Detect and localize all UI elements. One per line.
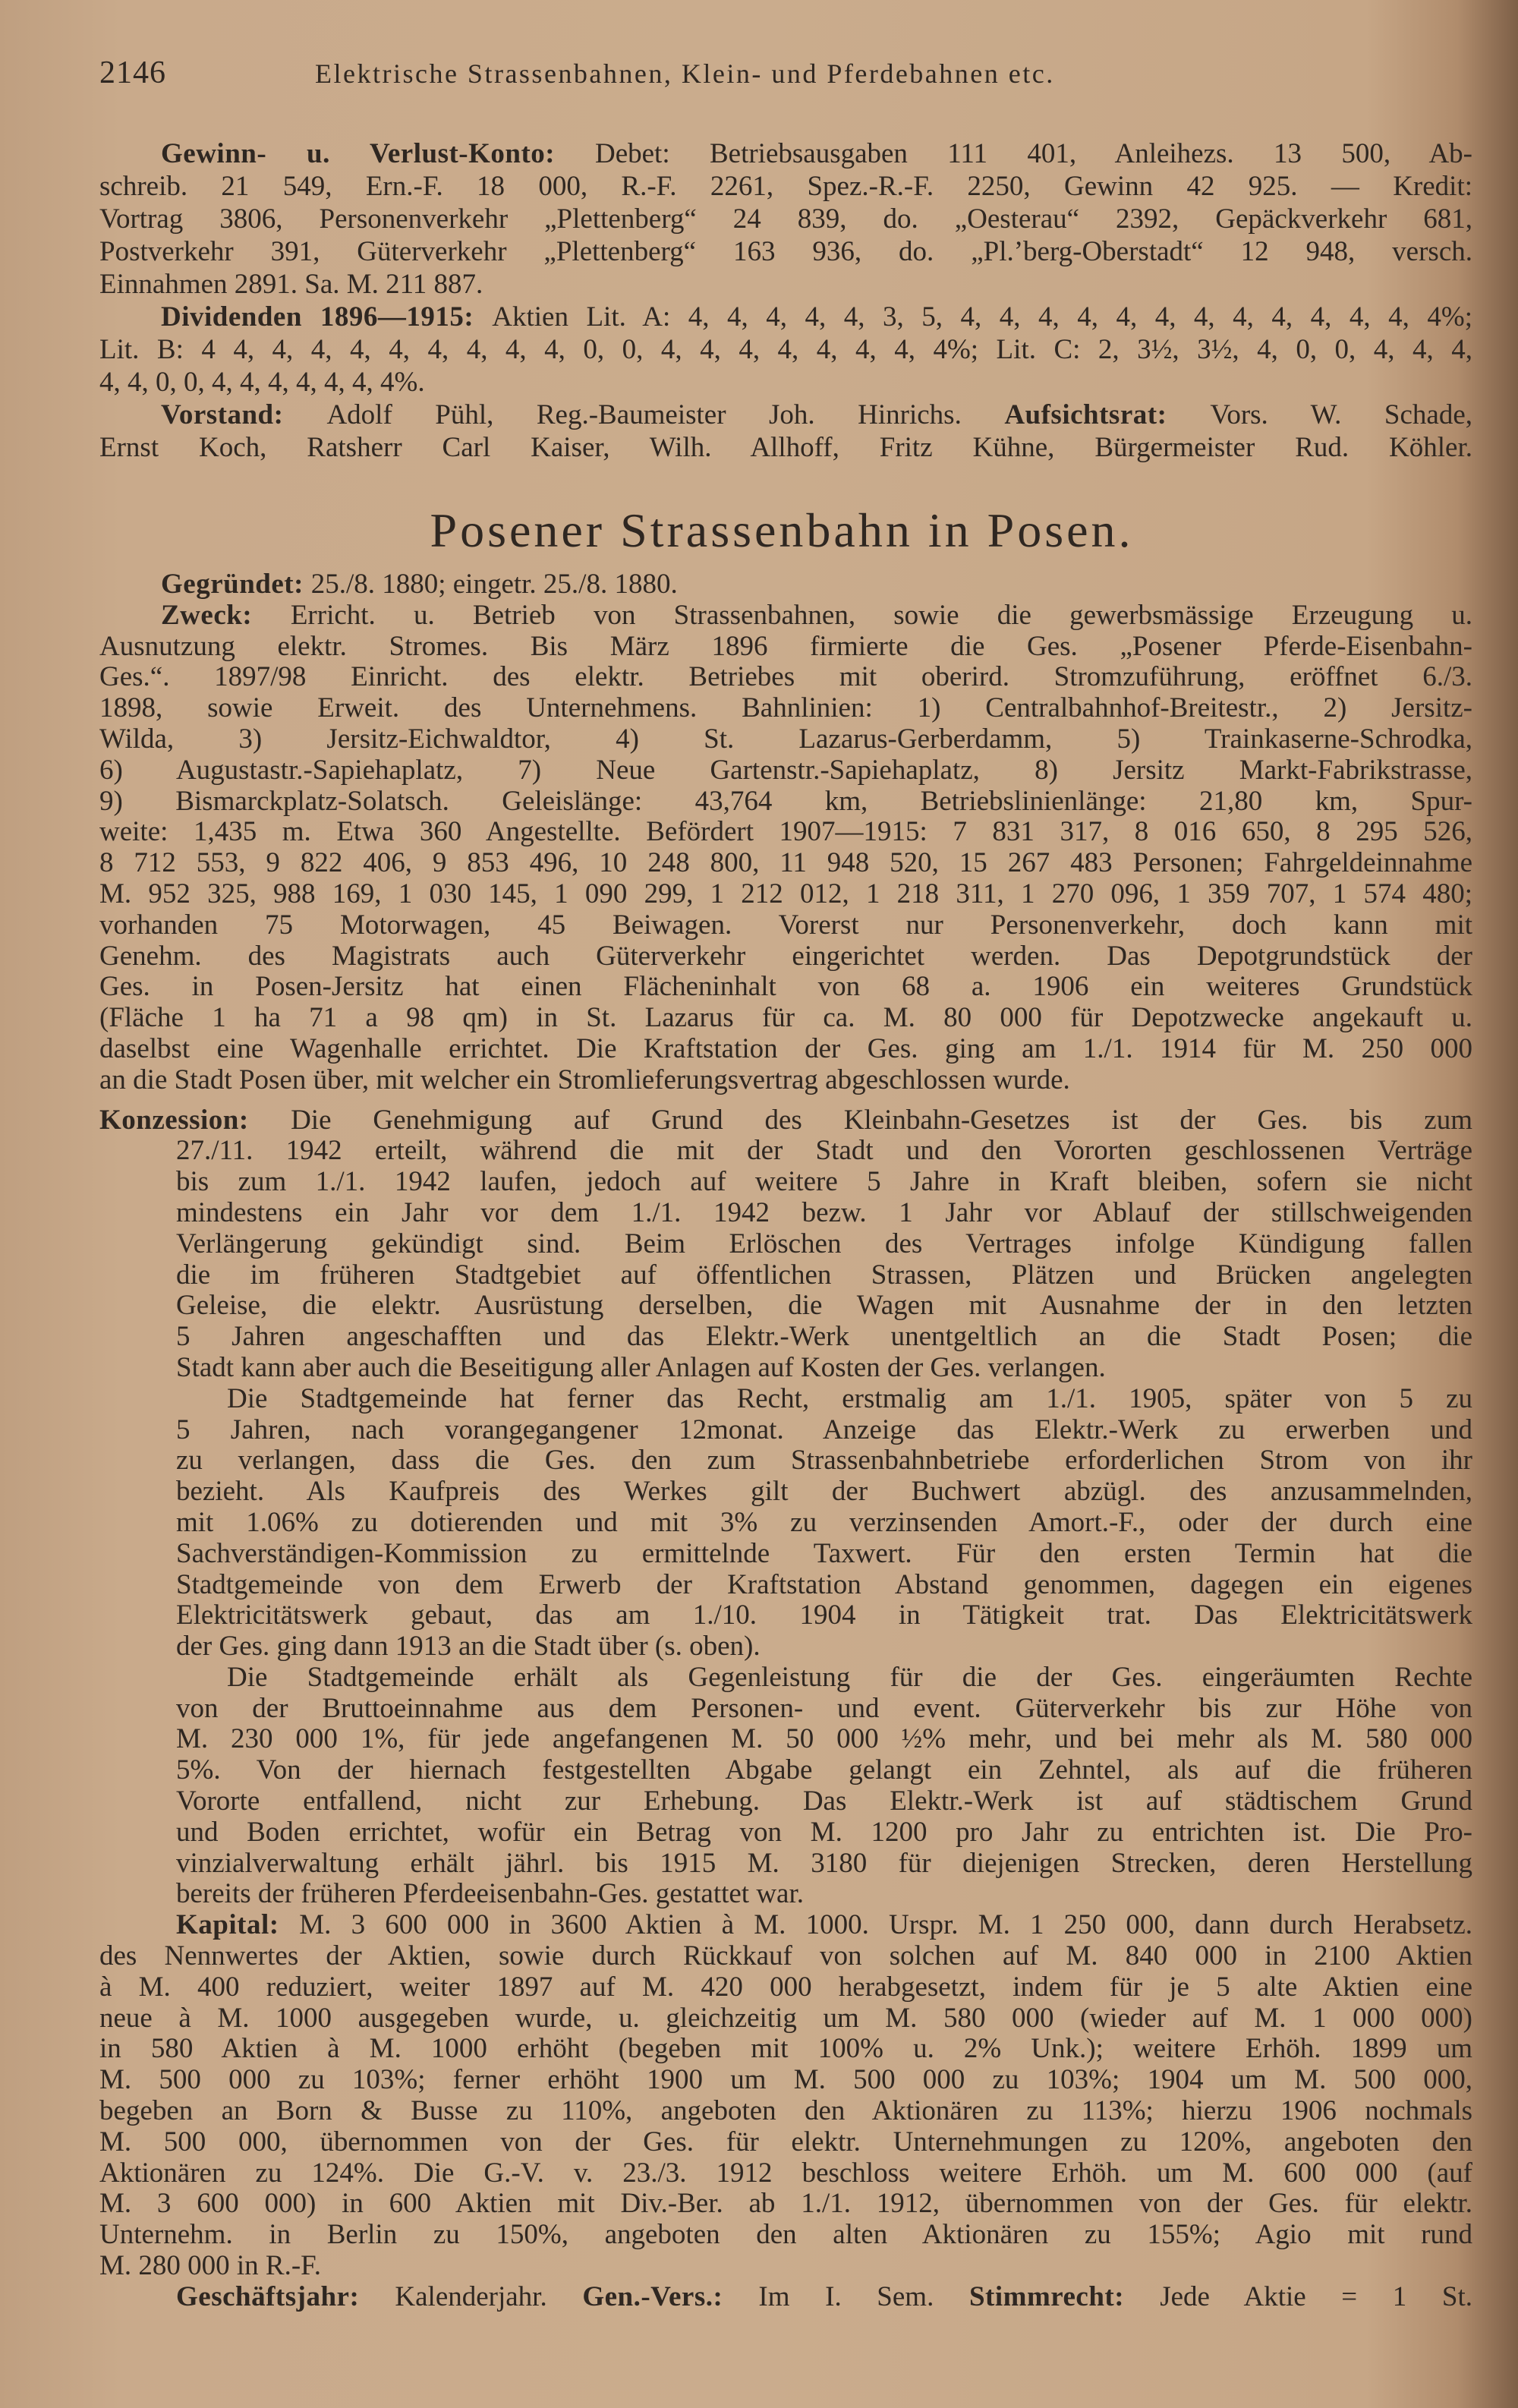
text-line	[99, 2189, 1472, 2220]
running-title: Elektrische Strassenbahnen, Klein- und Pferdebahnen etc.	[315, 58, 1055, 89]
line-text: schreib. 21 549, Ern.-F. 18 000, R.-F. 2261, Spez.-R.-F. 2250, Gewinn 42 925. — Kredit:	[99, 171, 1472, 202]
text-line	[99, 1910, 1472, 1941]
line-text: Ausnutzung elektr. Stromes. Bis März 1896 firmierte die Ges. „Posener Pferde-Eisenbahn-	[99, 631, 1472, 662]
line-text: Ges. in Posen-Jersitz hat einen Flächeninhalt von 68 a. 1906 ein weiteres Grundstück	[99, 972, 1472, 1003]
line-text: Unternehm. in Berlin zu 150%, angeboten den alten Aktionären zu 155%; Agio mit rund	[99, 2220, 1472, 2251]
line-text: Die Stadtgemeinde erhält als Gegenleistung für die der Ges. eingeräumten Rechte	[227, 1662, 1472, 1693]
text-line	[176, 1724, 1472, 1755]
text-line	[176, 1229, 1472, 1260]
line-text: Debet: Betriebsausgaben 111 401, Anleihezs. 13 500, Ab-	[594, 138, 1472, 169]
page-number: 2146	[99, 55, 166, 90]
text-line	[99, 1105, 1472, 1136]
field-label: Aufsichtsrat:	[1004, 399, 1211, 430]
text-line	[176, 1817, 1472, 1849]
line-text: Jede Aktie = 1 St.	[1160, 2281, 1472, 2312]
line-text: Elektricitätswerk gebaut, das am 1./10. 1904 in Tätigkeit trat. Das Elektricitätswerk	[176, 1600, 1472, 1631]
field-label: Kapital:	[176, 1910, 300, 1941]
line-text: Genehm. des Magistrats auch Güterverkehr eingerichtet werden. Das Depotgrundstück der	[99, 941, 1472, 972]
text-line	[176, 1136, 1472, 1167]
line-text: 5 Jahren angeschafften und das Elektr.-Werk unentgeltlich an die Stadt Posen; die	[176, 1322, 1472, 1353]
line-text: weite: 1,435 m. Etwa 360 Angestellte. Befördert 1907—1915: 7 831 317, 8 016 650, 8 295 526,	[99, 817, 1472, 848]
line-text: vorhanden 75 Motorwagen, 45 Beiwagen. Vorerst nur Personenverkehr, doch kann mit	[99, 909, 1472, 941]
line-text: à M. 400 reduziert, weiter 1897 auf M. 420 000 herabgesetzt, indem für je 5 alte Aktien eine	[99, 1971, 1472, 2003]
text-line	[99, 693, 1472, 724]
line-text: vinzialverwaltung erhält jährl. bis 1915 M. 3180 für diejenigen Strecken, deren Herstellung	[176, 1848, 1472, 1879]
line-text: Postverkehr 391, Güterverkehr „Plettenberg“ 163 936, do. „Pl.’berg-Oberstadt“ 12 948, versch.	[99, 236, 1472, 267]
line-text: Geleise, die elektr. Ausrüstung derselben, die Wagen mit Ausnahme der in den letzten	[176, 1291, 1472, 1322]
line-text: M. 3 600 000) in 600 Aktien mit Div.-Ber. ab 1./1. 1912, übernommen von der Ges. für elektr.	[99, 2189, 1472, 2220]
text-line	[176, 1849, 1472, 1880]
text-line	[176, 1570, 1472, 1601]
line-text: Stadt kann aber auch die Beseitigung aller Anlagen auf Kosten der Ges. verlangen.	[176, 1352, 1106, 1383]
paragraph-konzession-abgabe	[99, 1663, 1472, 1910]
text-line	[99, 1065, 1472, 1096]
text-line	[99, 1034, 1472, 1065]
field-label: Zweck:	[161, 600, 291, 631]
posener-strassenbahn-section	[99, 569, 1472, 2313]
text-line	[99, 137, 1472, 170]
text-line	[99, 569, 1472, 600]
field-label: Geschäftsjahr:	[176, 2281, 395, 2312]
text-line	[99, 268, 1472, 301]
field-label: Stimmrecht:	[968, 2281, 1161, 2312]
line-text: Aktionären zu 124%. Die G.-V. v. 23./3. 1912 beschloss weitere Erhöh. um M. 600 000 (auf	[99, 2157, 1472, 2189]
line-text: Kalenderjahr.	[395, 2281, 583, 2312]
text-line	[176, 1291, 1472, 1322]
field-label: Konzession:	[99, 1105, 291, 1136]
field-label: Gen.-Vers.:	[582, 2281, 759, 2312]
text-line	[176, 1477, 1472, 1508]
text-line	[99, 170, 1472, 203]
line-text: 27./11. 1942 erteilt, während die mit der Stadt und den Vororten geschlossenen Verträge	[176, 1136, 1472, 1167]
field-label: Vorstand:	[161, 399, 327, 430]
field-label: Gewinn- u. Verlust-Konto:	[161, 138, 595, 169]
text-line	[99, 786, 1472, 818]
text-line	[99, 2220, 1472, 2251]
line-text: mindestens ein Jahr vor dem 1./1. 1942 bezw. 1 Jahr vor Ablauf der stillschweigenden	[176, 1197, 1472, 1228]
line-text: die im früheren Stadtgebiet auf öffentlichen Strassen, Plätzen und Brücken angelegten	[176, 1259, 1472, 1291]
line-text: M. 500 000, übernommen von der Ges. für elektr. Unternehmungen zu 120%, angeboten den	[99, 2126, 1472, 2157]
line-text: und Boden errichtet, wofür ein Betrag von M. 1200 pro Jahr zu entrichten ist. Die Pro-	[176, 1817, 1472, 1848]
text-line	[99, 2158, 1472, 2189]
text-line	[176, 1755, 1472, 1786]
line-text: 5 Jahren, nach vorangegangener 12monat. Anzeige das Elektr.-Werk zu erwerben und	[176, 1414, 1472, 1445]
line-text: M. 230 000 1%, für jede angefangenen M. 50 000 ½% mehr, und bei mehr als M. 580 000	[176, 1724, 1472, 1755]
line-text: 6) Augustastr.-Sapiehaplatz, 7) Neue Gartenstr.-Sapiehaplatz, 8) Jersitz Markt-Fabrikstrasse,	[99, 755, 1472, 786]
text-line	[99, 972, 1472, 1003]
text-line	[99, 2282, 1472, 2313]
line-text: Wilda, 3) Jersitz-Eichwaldtor, 4) St. Lazarus-Gerberdamm, 5) Trainkaserne-Schrodka,	[99, 723, 1472, 755]
text-line	[176, 1508, 1472, 1539]
paragraph-gewinn-verlust-konto	[99, 137, 1472, 301]
text-line	[99, 2065, 1472, 2096]
text-line	[99, 1941, 1472, 1972]
line-text: Verlängerung gekündigt sind. Beim Erlöschen des Vertrages infolge Kündigung fallen	[176, 1228, 1472, 1259]
text-line	[99, 724, 1472, 755]
line-text: M. 3 600 000 in 3600 Aktien à M. 1000. Urspr. M. 1 250 000, dann durch Herabsetz.	[299, 1910, 1472, 1941]
text-line	[176, 1353, 1472, 1384]
text-line	[99, 2096, 1472, 2127]
line-text: zu verlangen, dass die Ges. den zum Strassenbahnbetriebe erforderlichen Strom von ihr	[176, 1445, 1472, 1477]
line-text: des Nennwertes der Aktien, sowie durch Rückkauf von solchen auf M. 840 000 in 2100 Aktien	[99, 1941, 1472, 1972]
text-line	[99, 632, 1472, 663]
text-line	[99, 2127, 1472, 2158]
line-text: Ernst Koch, Ratsherr Carl Kaiser, Wilh. Allhoff, Fritz Kühne, Bürgermeister Rud. Köhler.	[99, 432, 1472, 463]
line-text: (Fläche 1 ha 71 a 98 qm) in St. Lazarus für ca. M. 80 000 für Depotzwecke angekauft u.	[99, 1003, 1472, 1034]
text-line	[176, 1694, 1472, 1725]
text-line	[99, 1003, 1472, 1034]
paragraph-zweck	[99, 600, 1472, 1096]
line-text: M. 952 325, 988 169, 1 030 145, 1 090 299, 1 212 012, 1 218 311, 1 270 096, 1 359 707, 1 574 480;	[99, 878, 1472, 909]
paragraph-geschaeftsjahr	[99, 2282, 1472, 2313]
text-line	[176, 1167, 1472, 1198]
line-text: 9) Bismarckplatz-Solatsch. Geleislänge: 43,764 km, Betriebslinienlänge: 21,80 km, Spur-	[99, 786, 1472, 817]
text-line	[99, 910, 1472, 941]
field-label: Gegründet:	[161, 569, 311, 600]
line-text: daselbst eine Wagenhalle errichtet. Die Kraftstation der Ges. ging am 1./1. 1914 für M. 250 000	[99, 1033, 1472, 1064]
line-text: Vortrag 3806, Personenverkehr „Plettenberg“ 24 839, do. „Oesterau“ 2392, Gepäckverkehr 681,	[99, 203, 1472, 235]
line-text: an die Stadt Posen über, mit welcher ein Stromlieferungsvertrag abgeschlossen wurde.	[99, 1064, 1070, 1095]
line-text: 5%. Von der hiernach festgestellten Abgabe gelangt ein Zehntel, als auf die früheren	[176, 1755, 1472, 1786]
text-line	[99, 431, 1472, 464]
paragraph-gegruendet	[99, 569, 1472, 600]
text-line	[99, 333, 1472, 366]
line-text: mit 1.06% zu dotierenden und mit 3% zu verzinsenden Amort.-F., oder der durch eine	[176, 1507, 1472, 1538]
text-line	[176, 1260, 1472, 1291]
text-line	[99, 817, 1472, 848]
text-line	[99, 941, 1472, 972]
line-text: begeben an Born & Busse zu 110%, angeboten den Aktionären zu 113%; hierzu 1906 nochmals	[99, 2096, 1472, 2127]
line-text: 1898, sowie Erweit. des Unternehmens. Bahnlinien: 1) Centralbahnhof-Breitestr., 2) Jersitz-	[99, 693, 1472, 724]
paragraph-konzession	[99, 1105, 1472, 1384]
text-line	[176, 1384, 1472, 1415]
line-text: Aktien Lit. A: 4, 4, 4, 4, 4, 3, 5, 4, 4, 4, 4, 4, 4, 4, 4, 4, 4, 4, 4, 4%;	[492, 301, 1472, 333]
text-line	[176, 1198, 1472, 1229]
line-text: von der Bruttoeinnahme aus dem Personen- und event. Güterverkehr bis zur Höhe von	[176, 1693, 1472, 1724]
line-text: bezieht. Als Kaufpreis des Werkes gilt der Buchwert abzügl. des anzusammelnden,	[176, 1477, 1472, 1508]
text-line	[176, 1322, 1472, 1353]
line-text: Die Stadtgemeinde hat ferner das Recht, erstmalig am 1./1. 1905, später von 5 zu	[227, 1383, 1472, 1414]
text-line	[176, 1631, 1472, 1663]
text-line	[176, 1879, 1472, 1910]
line-text: Im I. Sem.	[758, 2281, 969, 2312]
line-text: 4, 4, 0, 0, 4, 4, 4, 4, 4, 4, 4%.	[99, 367, 425, 398]
line-text: Einnahmen 2891. Sa. M. 211 887.	[99, 269, 483, 300]
text-line	[99, 879, 1472, 910]
line-text: bereits der früheren Pferdeeisenbahn-Ges. gestattet war.	[176, 1879, 805, 1910]
article-title: Posener Strassenbahn in Posen.	[430, 503, 1134, 557]
line-text: Vororte entfallend, nicht zur Erhebung. Das Elektr.-Werk ist auf städtischem Grund	[176, 1786, 1472, 1817]
line-text: Sachverständigen-Kommission zu ermittelnde Taxwert. Für den ersten Termin hat die	[176, 1538, 1472, 1569]
text-line	[99, 2003, 1472, 2035]
text-line	[99, 301, 1472, 333]
line-text: Erricht. u. Betrieb von Strassenbahnen, sowie die gewerbsmässige Erzeugung u.	[290, 600, 1472, 631]
line-text: der Ges. ging dann 1913 an die Stadt über (s. oben).	[176, 1631, 761, 1663]
text-line	[176, 1415, 1472, 1446]
text-line	[99, 235, 1472, 268]
text-line	[176, 1786, 1472, 1817]
line-text: in 580 Aktien à M. 1000 erhöht (begeben mit 100% u. 2% Unk.); weitere Erhöh. 1899 um	[99, 2034, 1472, 2065]
paragraph-vorstand-aufsichtsrat	[99, 399, 1472, 464]
line-text: Adolf Pühl, Reg.-Baumeister Joh. Hinrichs.	[326, 399, 1005, 430]
text-line	[99, 1972, 1472, 2003]
text-line	[176, 1600, 1472, 1631]
line-text: 25./8. 1880; eingetr. 25./8. 1880.	[310, 569, 678, 600]
text-line	[176, 1539, 1472, 1570]
text-line	[176, 1663, 1472, 1694]
line-text: Vors. W. Schade,	[1210, 399, 1472, 430]
text-line	[99, 2251, 1472, 2282]
line-text: M. 280 000 in R.-F.	[99, 2251, 322, 2282]
upper-section	[99, 137, 1472, 464]
field-label: Dividenden 1896—1915:	[161, 301, 493, 333]
text-line	[99, 366, 1472, 399]
text-line	[99, 399, 1472, 431]
paragraph-dividenden	[99, 301, 1472, 399]
paragraph-konzession-erwerbsrecht	[99, 1384, 1472, 1663]
line-text: Stadtgemeinde von dem Erwerb der Kraftstation Abstand genommen, dagegen ein eigenes	[176, 1569, 1472, 1600]
line-text: 8 712 553, 9 822 406, 9 853 496, 10 248 800, 11 948 520, 15 267 483 Personen; Fahrgeldeinnahme	[99, 848, 1472, 879]
text-line	[99, 755, 1472, 786]
text-line	[99, 662, 1472, 693]
line-text: Die Genehmigung auf Grund des Kleinbahn-Gesetzes ist der Ges. bis zum	[291, 1105, 1472, 1136]
paragraph-kapital	[99, 1910, 1472, 2282]
text-line	[99, 600, 1472, 632]
text-line	[99, 2034, 1472, 2065]
text-line	[176, 1445, 1472, 1477]
line-text: Lit. B: 4 4, 4, 4, 4, 4, 4, 4, 4, 4, 0, 0, 4, 4, 4, 4, 4, 4, 4, 4%; Lit. C: 2, 3½, 3½, 4, 0, 0, 4, 4, 4,	[99, 334, 1472, 365]
line-text: Ges.“. 1897/98 Einricht. des elektr. Betriebes mit oberird. Stromzuführung, eröffnet 6./3.	[99, 662, 1472, 693]
text-line	[99, 203, 1472, 235]
line-text: M. 500 000 zu 103%; ferner erhöht 1900 um M. 500 000 zu 103%; 1904 um M. 500 000,	[99, 2065, 1472, 2096]
line-text: bis zum 1./1. 1942 laufen, jedoch auf weitere 5 Jahre in Kraft bleiben, sofern sie nicht	[176, 1167, 1472, 1198]
line-text: neue à M. 1000 ausgegeben wurde, u. gleichzeitig um M. 580 000 (wieder auf M. 1 000 000)	[99, 2003, 1472, 2034]
text-line	[99, 848, 1472, 879]
